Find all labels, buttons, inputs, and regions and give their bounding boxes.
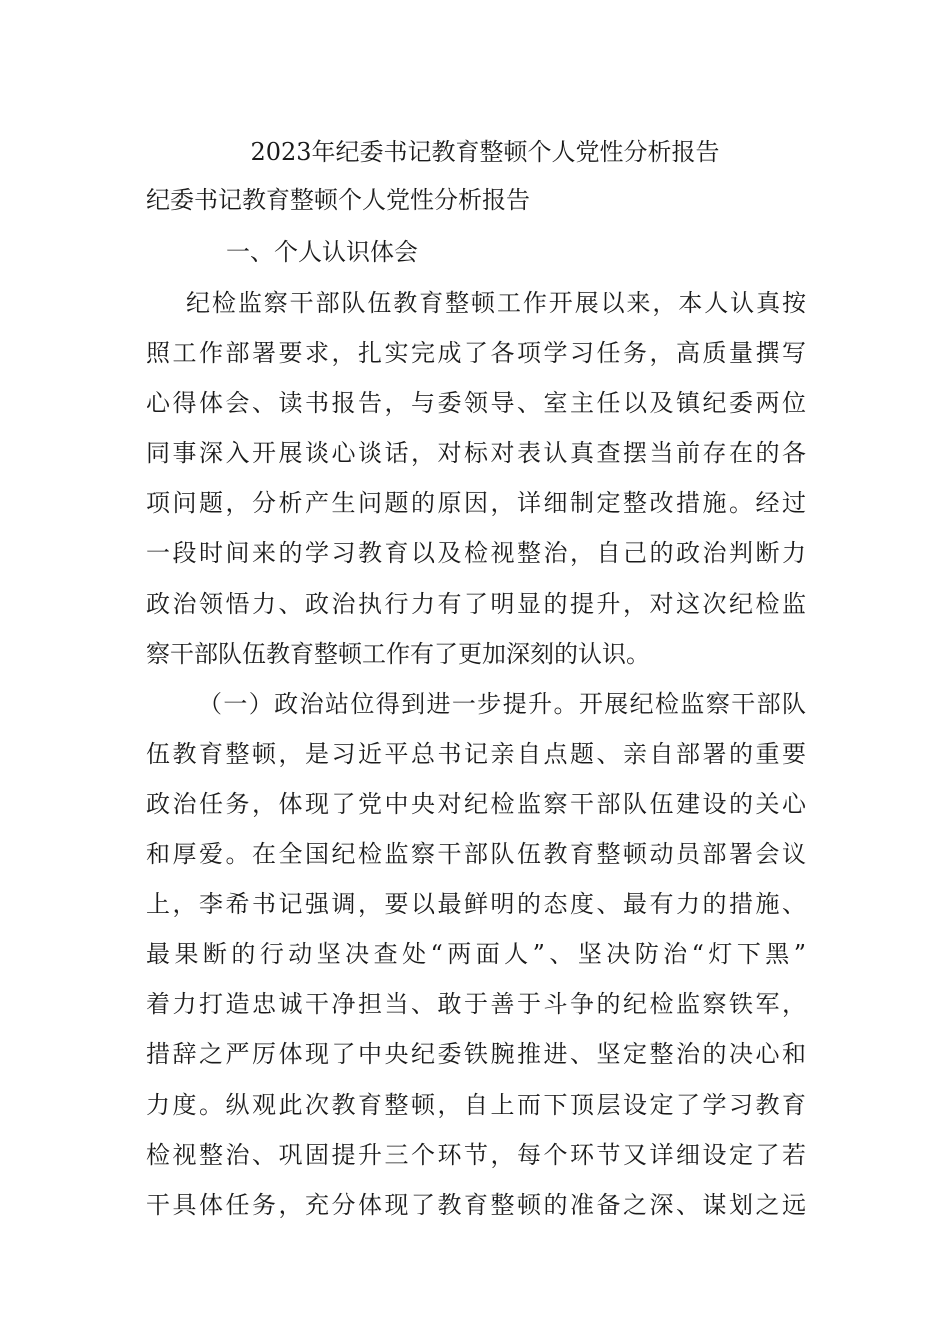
document-title: 2023年纪委书记教育整顿个人党性分析报告 [250,138,720,166]
paragraph-line: 措辞之严厉体现了中央纪委铁腕推进、坚定整治的决心和 [146,1040,806,1069]
paragraph-line: 着力打造忠诚干净担当、敢于善于斗争的纪检监察铁军， [146,990,806,1019]
paragraph-line: 力度。纵观此次教育整顿，自上而下顶层设定了学习教育 [146,1090,806,1119]
paragraph-line: 政治任务，体现了党中央对纪检监察干部队伍建设的关心 [146,789,806,818]
paragraph-line: （一）政治站位得到进一步提升。开展纪检监察干部队 [198,689,806,718]
paragraph-line: 一段时间来的学习教育以及检视整治，自己的政治判断力 [146,539,806,568]
document-subtitle: 纪委书记教育整顿个人党性分析报告 [146,186,530,214]
paragraph-line: 纪检监察干部队伍教育整顿工作开展以来，本人认真按 [186,289,806,317]
paragraph-line: 和厚爱。在全国纪检监察干部队伍教育整顿动员部署会议 [146,840,806,869]
section-heading: 一、个人认识体会 [226,238,418,266]
paragraph-line: 政治领悟力、政治执行力有了明显的提升，对这次纪检监 [146,589,806,618]
paragraph-line: 最果断的行动坚决查处“两面人”、坚决防治“灯下黑” [146,940,806,969]
paragraph-line: 干具体任务，充分体现了教育整顿的准备之深、谋划之远 [146,1190,806,1219]
paragraph-line: 上，李希书记强调，要以最鲜明的态度、最有力的措施、 [146,890,806,919]
paragraph-line: 察干部队伍教育整顿工作有了更加深刻的认识。 [146,639,650,668]
paragraph-line: 照工作部署要求，扎实完成了各项学习任务，高质量撰写 [146,339,806,368]
paragraph-line: 心得体会、读书报告，与委领导、室主任以及镇纪委两位 [146,389,806,418]
paragraph-line: 伍教育整顿，是习近平总书记亲自点题、亲自部署的重要 [146,739,806,768]
paragraph-line: 项问题，分析产生问题的原因，详细制定整改措施。经过 [146,489,806,518]
body-text [146,278,806,1230]
paragraph-line: 检视整治、巩固提升三个环节，每个环节又详细设定了若 [146,1140,806,1169]
paragraph-line: 同事深入开展谈心谈话，对标对表认真查摆当前存在的各 [146,439,806,468]
